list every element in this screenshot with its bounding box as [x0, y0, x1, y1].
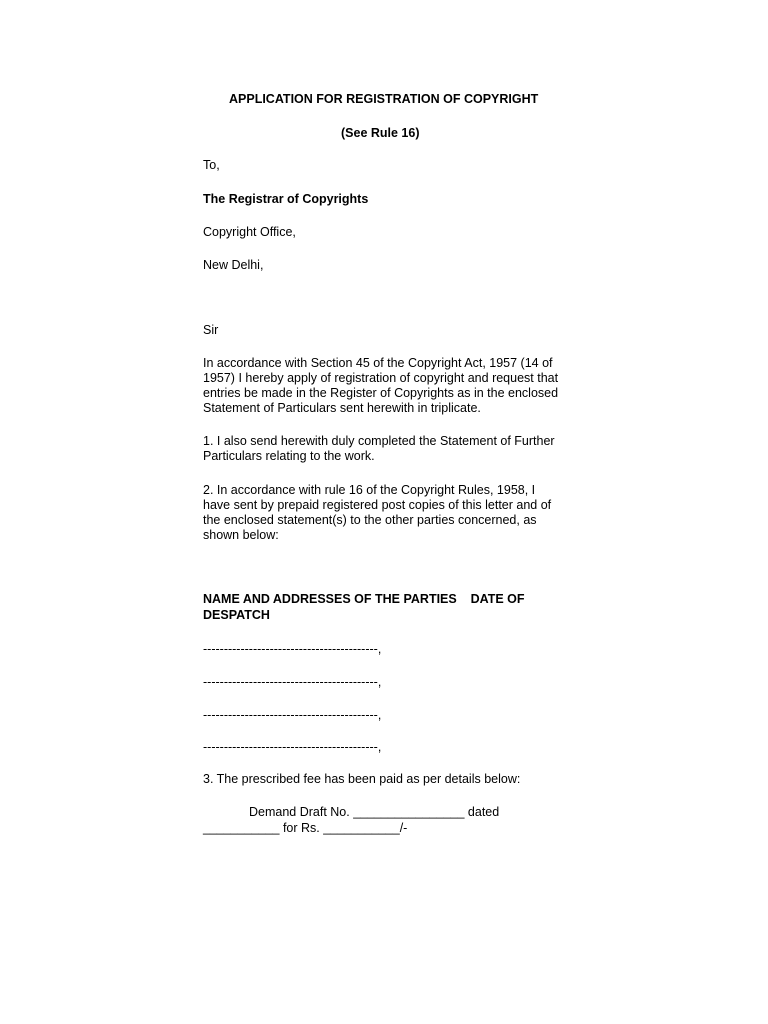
addressee: The Registrar of Copyrights — [203, 192, 369, 206]
party-entry-line: ------------------------------------------, — [203, 708, 382, 722]
salutation-to: To, — [203, 158, 220, 172]
point-2-line: shown below: — [203, 528, 279, 542]
point-1-paragraph — [203, 434, 563, 464]
parties-heading-continued: DESPATCH — [203, 608, 270, 622]
body-line: 1957) I hereby apply of registration of copyright and request that — [203, 371, 559, 385]
fee-line-amount: ___________ for Rs. ___________/- — [203, 821, 408, 835]
point-2-line: have sent by prepaid registered post copies of this letter and of — [203, 498, 552, 512]
party-entry-line: ------------------------------------------, — [203, 675, 382, 689]
office-line: Copyright Office, — [203, 225, 296, 239]
point-2-line: the enclosed statement(s) to the other parties concerned, as — [203, 513, 537, 527]
greeting: Sir — [203, 323, 219, 337]
point-2-line: 2. In accordance with rule 16 of the Copyright Rules, 1958, I — [203, 483, 536, 497]
point-1-line: 1. I also send herewith duly completed the Statement of Further — [203, 434, 555, 448]
party-entry-line: ------------------------------------------, — [203, 740, 382, 754]
document-title: APPLICATION FOR REGISTRATION OF COPYRIGHT — [229, 92, 539, 106]
body-line: In accordance with Section 45 of the Copyright Act, 1957 (14 of — [203, 356, 553, 370]
point-2-paragraph — [203, 483, 563, 543]
party-entry-line: ------------------------------------------, — [203, 642, 382, 656]
body-paragraph — [203, 356, 563, 416]
rule-reference: (See Rule 16) — [341, 126, 420, 140]
point-3: 3. The prescribed fee has been paid as per details below: — [203, 772, 521, 786]
point-1-line: Particulars relating to the work. — [203, 449, 375, 463]
body-line: entries be made in the Register of Copyrights as in the enclosed — [203, 386, 559, 400]
fee-line-demand-draft: Demand Draft No. ________________ dated — [249, 805, 500, 819]
parties-heading: NAME AND ADDRESSES OF THE PARTIES DATE OF — [203, 592, 525, 606]
body-line: Statement of Particulars sent herewith in triplicate. — [203, 401, 481, 415]
city-line: New Delhi, — [203, 258, 264, 272]
